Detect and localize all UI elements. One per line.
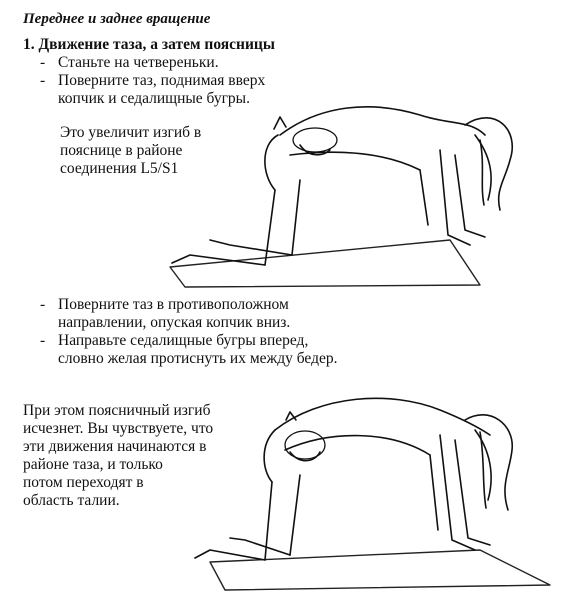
note-bottom-line-3: эти движения начинаются в bbox=[23, 438, 207, 455]
section-heading: 1. Движение таза, а затем поясницы bbox=[23, 36, 275, 53]
bullet-dash: - bbox=[40, 296, 46, 313]
page-title: Переднее и заднее вращение bbox=[23, 11, 211, 27]
note-bottom-line-1: При этом поясничный изгиб bbox=[23, 402, 211, 419]
step-sitting-bones-forward bbox=[40, 332, 308, 350]
note-top-line-2: пояснице в районе bbox=[60, 142, 183, 159]
step-rotate-pelvis-opposite-cont: направлении, опуская копчик вниз. bbox=[58, 314, 291, 331]
bullet-dash: - bbox=[40, 54, 46, 71]
step-sitting-bones-forward-cont: словно желая протиснуть их между бедер. bbox=[58, 350, 338, 367]
bullet-dash: - bbox=[40, 332, 46, 349]
step-rotate-pelvis-up bbox=[40, 72, 265, 90]
illustration-pelvis-tilt-down bbox=[190, 390, 570, 595]
note-bottom-line-4: районе таза, и только bbox=[23, 456, 163, 473]
step-text: Поверните таз в противоположном bbox=[58, 296, 289, 313]
note-bottom-line-5: потом переходят в bbox=[23, 474, 144, 491]
step-get-on-all-fours bbox=[40, 54, 219, 72]
step-rotate-pelvis-up-cont: копчик и седалищные бугры. bbox=[58, 90, 250, 107]
note-top-line-3: соединения L5/S1 bbox=[60, 160, 179, 177]
illustration-pelvis-tilt-up bbox=[150, 95, 530, 290]
note-top-line-1: Это увеличит изгиб в bbox=[60, 124, 202, 141]
note-bottom-line-2: исчезнет. Вы чувствуете, что bbox=[23, 420, 214, 437]
step-text: Направьте седалищные бугры вперед, bbox=[58, 332, 309, 349]
bullet-dash: - bbox=[40, 72, 46, 89]
step-text: Поверните таз, поднимая вверх bbox=[58, 72, 266, 89]
step-rotate-pelvis-opposite bbox=[40, 296, 289, 314]
step-text: Станьте на четвереньки. bbox=[58, 54, 219, 71]
note-bottom-line-6: область талии. bbox=[23, 492, 120, 509]
